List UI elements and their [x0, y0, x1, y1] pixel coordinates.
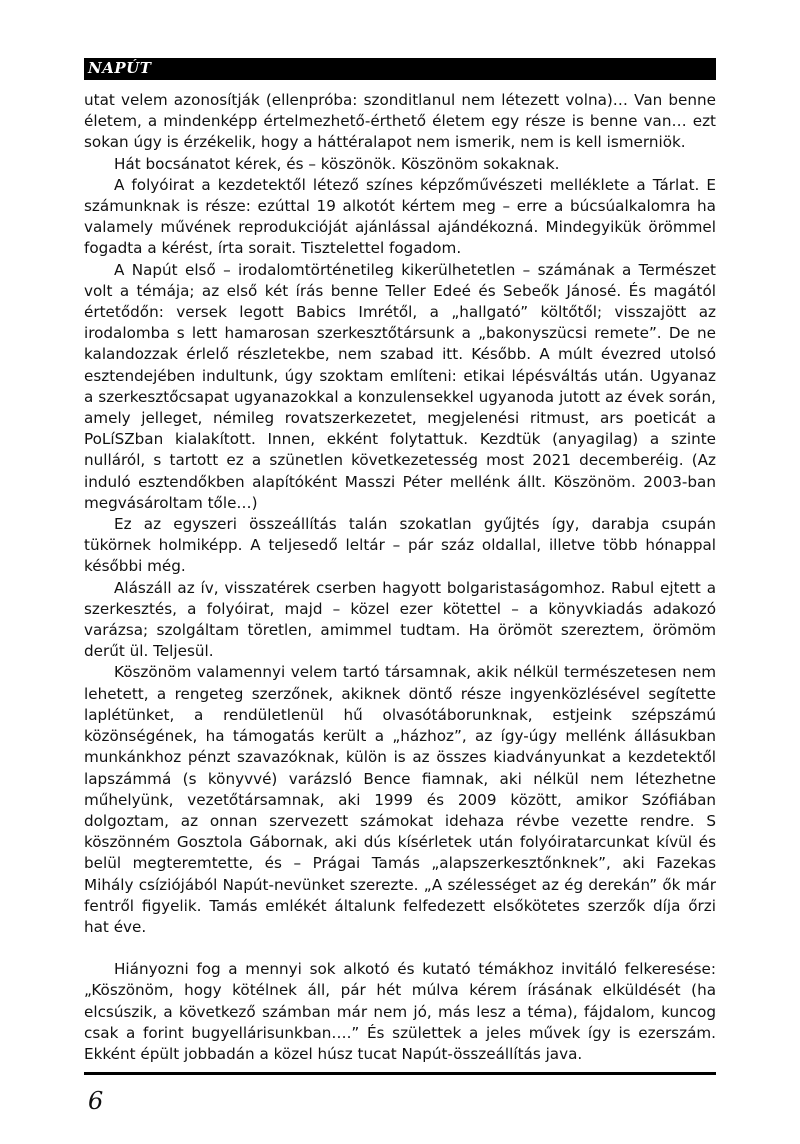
- paragraph: A folyóirat a kezdetektől létező színes képzőművészeti melléklete a Tárlat. E számunknak is része: ezúttal 19 alkotót kértem meg – erre a búcsúalkalomra ha valamely művének reprodukcióját ajánlással ajándékozná. Mindegyikük örömmel fogadta a kérést, írta sorait. Tisztelettel fogadom.: [84, 175, 716, 258]
- paragraph: Hiányozni fog a mennyi sok alkotó és kutató témákhoz invitáló felkeresése: „Köszönöm, hogy kötélnek áll, pár hét múlva kérem írásának elküldését (ha elcsúszik, a következő számban már nem jó, más lesz a téma), fájdalom, kuncog csak a forint bugyellárisunkban….” És születtek a jeles művek így is ezerszám. Ekként épült jobbadán a közel húsz tucat Napút-összeállítás java.: [84, 960, 716, 1063]
- paragraph: Alászáll az ív, visszatérek cserben hagyott bolgaristaságomhoz. Rabul ejtett a szerkesztés, a folyóirat, majd – közel ezer kötettel – a könyvkiadás adakozó varázsa; szolgáltam töretlen, amimmel tudtam. Ha örömöt szereztem, örömöm derűt ül. Teljesül.: [84, 578, 716, 661]
- journal-brand: NAPÚT: [88, 59, 152, 77]
- page-number: 6: [88, 1087, 104, 1115]
- paragraph: A Napút első – irodalomtörténetileg kikerülhetetlen – számának a Természet volt a témája; az első két írás benne Teller Edeé és Sebeők Jánosé. És magától értetődőn: versek legott Babics Imrétől, a „hallgató” költőtől; visszajött az irodalomba s lett hamarosan szerkesztőtársunk a „bakonyszücsi remete”. De ne kalandozzak érlelő részletekbe, nem szabad itt. Később. A múlt évezred utolsó esztendejében indultunk, úgy szoktam említeni: etikai lépésváltás után. Ugyanaz a szerkesztőcsapat ugyanazokkal a konzulensekkel ugyanoda jutott az évek során, amely jelleget, némileg rovatszerkezetet, megjelenési ritmust, ars poeticát a PoLíSZban kialakított. Innen, ekként folytattuk. Kezdtük (anyagilag) a szinte nulláról, s tartott ez a szünetlen következetesség most 2021 decemberéig. (Az induló esztendőkben alapítóként Masszi Péter mellénk állt. Köszönöm. 2003-ban megvásároltam tőle…): [84, 260, 716, 512]
- paragraph: Hát bocsánatot kérek, és – köszönök. Köszönöm sokaknak.: [114, 154, 560, 173]
- footer-rule: [84, 1072, 716, 1075]
- paragraph: Ez az egyszeri összeállítás talán szokatlan gyűjtés így, darabja csupán tükörnek holmiképp. A teljesedő leltár – pár száz oldallal, illetve több hónappal későbbi még.: [84, 515, 716, 576]
- running-header: [84, 58, 716, 80]
- paragraph: Köszönöm valamennyi velem tartó társamnak, akik nélkül természetesen nem lehetett, a rengeteg szerzőnek, akiknek döntő része ingyenközlésével segítette laplétünket, a rendületlenül hű olvasótáborunknak, estjeink szépszámú közönségének, ha támogatás került a „házhoz”, az így-úgy mellénk állásukban munkánkhoz pénzt szavazóknak, külön is az összes kiadványunkat a kezdetektől lapszámmá (s könyvvé) varázsló Bence fiamnak, aki nélkül nem létezhetne műhelyünk, vezetőtársamnak, aki 1999 és 2009 között, amikor Szófiában dolgoztam, az onnan szervezett számokat idehaza révbe vezette rendre. S köszönném Gosztola Gábornak, aki dús kísérletek után folyóiratarcunkat kívül és belül megteremtette, és – Prágai Tamás „alapszerkesztőnknek”, aki Fazekas Mihály csíziójából Napút-nevünket szerezte. „A szélességet az ég derekán” ők már fentről figyelik. Tamás emlékét általunk felfedezett elsőkötetes szerzők díja őrzi hat éve.: [84, 663, 716, 936]
- paragraph: utat velem azonosítják (ellenpróba: szonditlanul nem létezett volna)… Van benne életem, a mindenképp értelmezhető-érthető életem egy része is benne van… ezt sokan úgy is érzékelik, hogy a háttéralapot nem ismerik, nem is kell ismerniök.: [84, 91, 716, 152]
- body-text: [84, 90, 716, 1065]
